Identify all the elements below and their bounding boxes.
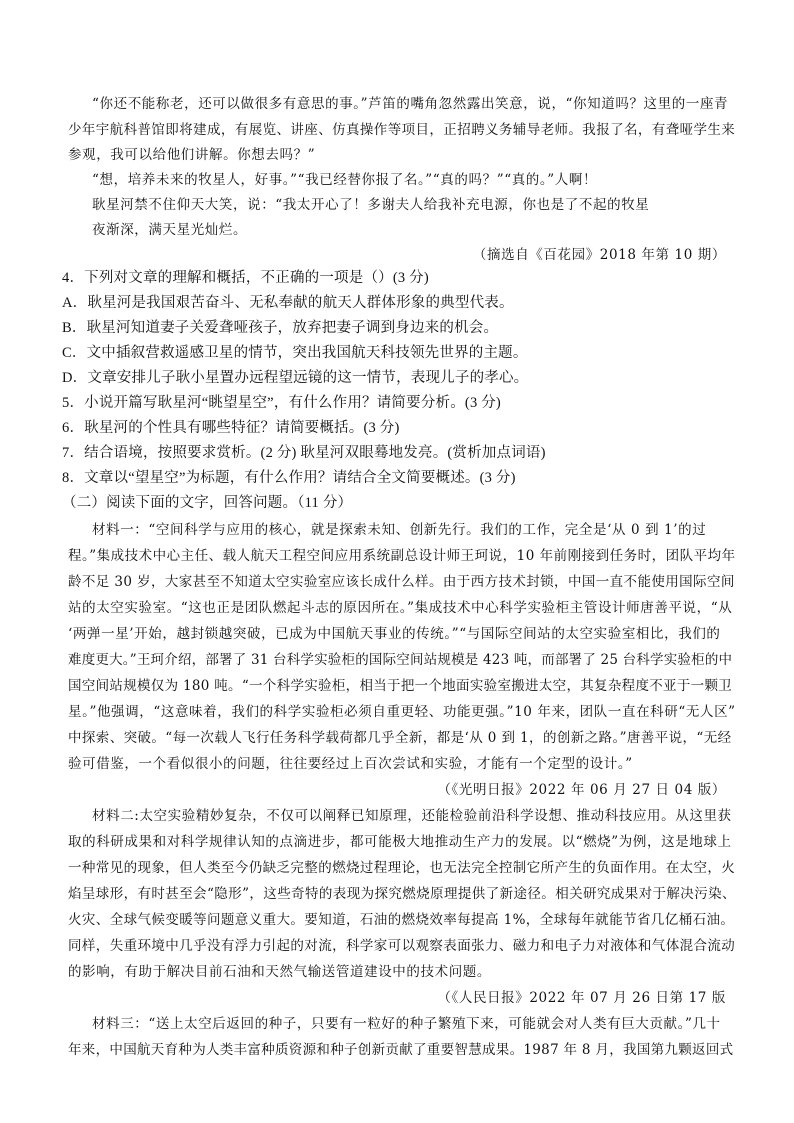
material-1-line: ‘两弹一星’开始，越封锁越突破，已成为中国航天事业的传统。”“与国际空间站的太空实验室相比，我们的	[68, 626, 721, 642]
material-2-line: 焰呈球形，有时甚至会“隐形”，这些奇特的表现为探究燃烧原理提供了新途径。相关研究成果对于解决污染、	[68, 886, 736, 902]
material-1-line: 材料一：“空间科学与应用的核心，就是探索未知、创新先行。我们的工作，完全是‘从 0 到 1’的过	[92, 522, 707, 538]
material-3-line: 材料三：“送上太空后返回的种子，只要有一粒好的种子繁殖下来，可能就会对人类有巨大贡献。”几十	[92, 1016, 721, 1032]
material-1-line: 中探索、突破。“每一次载人飞行任务科学载荷都几乎全新，都是‘从 0 到 1，的创新之路。”唐善平说，“无经	[68, 730, 732, 746]
material-2-line: 的影响，有助于解决目前石油和天然气输送管道建设中的技术问题。	[68, 964, 491, 980]
material-1-line: 国空间站规模仅为 180 吨。“一个科学实验柜，相当于把一个地面实验室搬进太空，其复杂程度不亚于一颗卫	[68, 678, 733, 694]
option-d: D．文章安排儿子耿小星置办远程望远镜的这一情节，表现儿子的孝心。	[62, 370, 529, 386]
material-1-line: 龄不足 30 岁，大家甚至不知道太空实验室应该长成什么样。由于西方技术封锁，中国一直不能使用国际空间	[68, 574, 735, 590]
material-1-line: 程。”集成技术中心主任、载人航天工程空间应用系统副总设计师王珂说，10 年前刚接到任务时，团队平均年	[68, 548, 736, 564]
question-6: 6．耿星河的个性具有哪些特征？请简要概括。(3 分)	[62, 420, 400, 436]
material-1-line: 站的太空实验室。“这也正是团队燃起斗志的原因所在。”集成技术中心科学实验柜主管设计师唐善平说，“从	[68, 600, 733, 616]
material-2-source: （《人民日报》2022 年 07 月 26 日第 17 版	[437, 990, 726, 1006]
material-2-line: 火灾、全球气候变暖等问题意义重大。要知道，石油的燃烧效率每提高 1%，全球每年就能节省几亿桶石油。	[68, 912, 735, 928]
material-2-line: 一种常见的现象，但人类至今仍缺乏完整的燃烧过程理论，也无法完全控制它所产生的负面作用。在太空，火	[68, 860, 736, 876]
story-dialogue-line: “想，培养未来的牧星人，好事。”“我已经替你报了名。”“真的吗？”“真的。”人啊！	[92, 172, 598, 188]
option-c: C．文中插叙营救遥感卫星的情节，突出我国航天科技领先世界的主题。	[62, 345, 528, 361]
story-source-citation: （摘选自《百花园》2018 年第 10 期）	[472, 247, 726, 263]
question-4: 4．下列对文章的理解和概括，不正确的一项是（）(3 分)	[62, 270, 429, 286]
material-2-line: 材料二:太空实验精妙复杂，不仅可以阐释已知原理，还能检验前沿科学设想、推动科技应用。从这里获	[92, 808, 732, 824]
story-paragraph-line: 耿星河禁不住仰天大笑，说：“我太开心了！多谢夫人给我补充电源，你也是了不起的牧星	[92, 197, 650, 213]
option-b: B．耿星河知道妻子关爱聋哑孩子，放弃把妻子调到身边来的机会。	[62, 320, 499, 336]
material-1-line: 验可借鉴，一个看似很小的问题，往往要经过上百次尝试和实验，才能有一个定型的设计。”	[68, 756, 633, 772]
section-2-heading: （二）阅读下面的文字，回答问题。（11 分）	[62, 495, 353, 511]
material-2-line: 同样，失重环境中几乎没有浮力引起的对流，科学家可以观察表面张力、磁力和电子力对液体和气体混合流动	[68, 938, 736, 954]
material-1-source: （《光明日报》2022 年 06 月 27 日 04 版）	[437, 782, 726, 798]
option-a: A．耿星河是我国艰苦奋斗、无私奉献的航天人群体形象的典型代表。	[62, 295, 514, 311]
question-8: 8．文章以“望星空”为标题，有什么作用？请结合全文简要概述。(3 分)	[62, 470, 516, 486]
story-paragraph-line: 参观，我可以给他们讲解。你想去吗？”	[68, 147, 316, 163]
material-2-line: 取的科研成果和对科学规律认知的点滴进步，都可能极大地推动生产力的发展。以“燃烧”为例，这是地球上	[68, 834, 732, 850]
story-paragraph-line: 少年宇航科普馆即将建成，有展览、讲座、仿真操作等项目，正招聘义务辅导老师。我报了名，有聋哑学生来	[68, 122, 736, 138]
question-5: 5．小说开篇写耿星河“眺望星空”，有什么作用？请简要分析。(3 分)	[62, 395, 501, 411]
story-closing-line: 夜渐深，满天星光灿烂。	[92, 222, 248, 238]
question-7: 7．结合语境，按照要求赏析。(2 分) 耿星河双眼蓦地发亮。(赏析加点词语)	[62, 445, 546, 461]
material-3-line: 年来，中国航天育种为人类丰富种质资源和种子创新贡献了重要智慧成果。1987 年 8 月，我国第九颗返回式	[68, 1042, 734, 1058]
material-1-line: 难度更大。”王珂介绍，部署了 31 台科学实验柜的国际空间站规模是 423 吨，而部署了 25 台科学实验柜的中	[68, 652, 733, 668]
material-1-line: 星。”他强调，“这意味着，我们的科学实验柜必须自重更轻、功能更强。”10 年来，团队一直在科研“无人区”	[68, 704, 736, 720]
story-paragraph-line: “你还不能称老，还可以做很多有意思的事。”芦笛的嘴角忽然露出笑意，说，“你知道吗？这里的一座青	[92, 96, 729, 112]
